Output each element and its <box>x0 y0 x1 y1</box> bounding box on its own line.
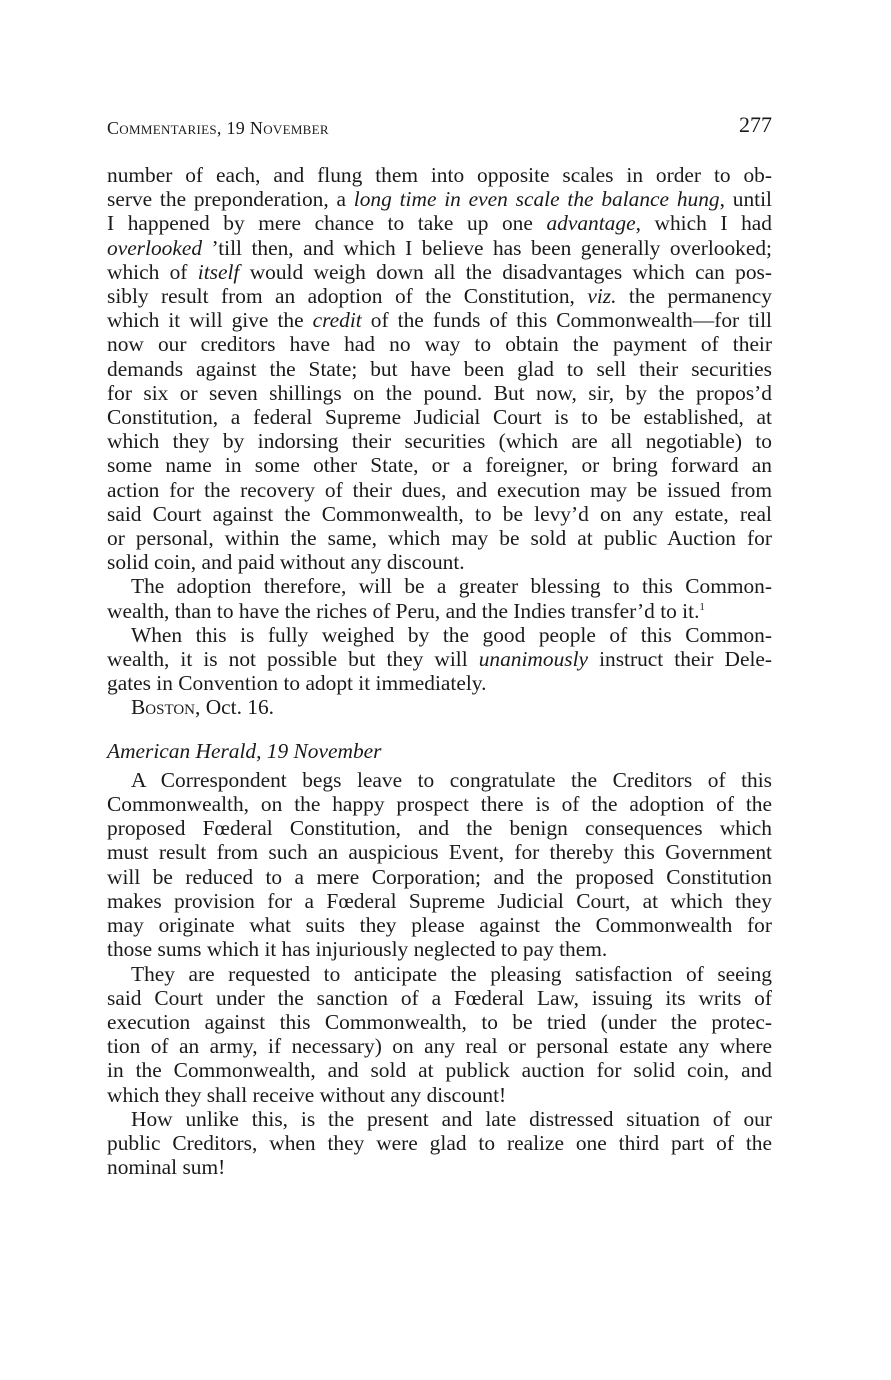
text-run: wealth, it is not possible but they will <box>107 647 479 672</box>
text-run: long time in even scale the balance hung <box>353 187 720 212</box>
text-line <box>107 357 772 381</box>
text-run: which they by indorsing their securities (which are all negotiable) to <box>107 429 772 454</box>
text-run: Constitution, a federal Supreme Judicial Court is to be established, at <box>107 405 772 430</box>
text-line <box>107 187 772 211</box>
text-run: sibly result from an adoption of the Constitution, <box>107 284 588 309</box>
text-run: credit <box>312 308 362 333</box>
text-run: makes provision for a Fœderal Supreme Judicial Court, at which they <box>107 888 772 913</box>
text-run: American Herald, 19 November <box>107 738 382 763</box>
text-run: wealth, than to have the riches of Peru, and the Indies transfer’d to it. <box>107 598 700 623</box>
text-run: said Court against the Commonwealth, to be levy’d on any estate, real <box>107 501 772 526</box>
text-line <box>107 332 772 356</box>
text-line <box>107 647 772 671</box>
dateline <box>107 695 772 719</box>
text-run: demands against the State; but have been glad to sell their securities <box>107 356 772 381</box>
text-run: itself <box>197 259 240 284</box>
text-run: The adoption therefore, will be a greater blessing to this Common- <box>131 574 772 599</box>
text-line <box>107 429 772 453</box>
text-line <box>107 1155 772 1179</box>
text-run: , Oct. 16. <box>195 695 275 720</box>
text-line <box>107 913 772 937</box>
text-run: execution against this Commonwealth, to be tried (under the protec- <box>107 1009 772 1034</box>
text-line <box>107 599 772 623</box>
text-run: must result from such an auspicious Event, for thereby this Government <box>107 840 772 865</box>
text-run: advantage <box>546 211 636 236</box>
text-line <box>107 962 772 986</box>
text-line <box>107 284 772 308</box>
running-head: Commentaries, 19 November <box>107 118 329 138</box>
text-line <box>107 1010 772 1034</box>
text-run: I happened by mere chance to take up one <box>107 211 547 236</box>
text-line <box>107 1107 772 1131</box>
text-run: tion of an army, if necessary) on any real or personal estate any where <box>107 1034 772 1059</box>
text-run: number of each, and flung them into opposite scales in order to ob- <box>107 163 772 187</box>
text-line <box>107 405 772 429</box>
text-run: action for the recovery of their dues, and execution may be issued from <box>107 477 772 502</box>
text-run: When this is fully weighed by the good people of this Common- <box>131 622 772 647</box>
text-run: Boston <box>131 695 195 720</box>
text-run: solid coin, and paid without any discount. <box>107 550 465 575</box>
text-line <box>107 840 772 864</box>
text-run: would weigh down all the disadvantages which can pos- <box>239 259 772 284</box>
text-line <box>107 792 772 816</box>
text-line <box>107 937 772 961</box>
text-line <box>107 768 772 792</box>
text-run: of the funds of this Commonwealth—for till <box>361 308 772 333</box>
text-run: overlooked <box>107 235 203 260</box>
page-header <box>107 112 772 142</box>
text-run: unanimously <box>478 647 589 672</box>
text-run: or personal, within the same, which may be sold at public Auction for <box>107 526 772 551</box>
text-run: which they shall receive without any discount! <box>107 1082 507 1107</box>
text-run: now our creditors have had no way to obtain the payment of their <box>107 332 772 357</box>
text-run: Commonwealth, on the happy prospect there is of the adoption of the <box>107 792 772 817</box>
text-run: the permanency <box>616 284 772 309</box>
text-run: for six or seven shillings on the pound. But now, sir, by the propos’d <box>107 380 772 405</box>
text-line <box>107 671 772 695</box>
text-run: A Correspondent begs leave to congratulate the Creditors of this <box>131 767 772 792</box>
text-line <box>107 1131 772 1155</box>
text-run: gates in Convention to adopt it immediately. <box>107 671 487 696</box>
text-line <box>107 1058 772 1082</box>
text-line <box>107 260 772 284</box>
text-run: How unlike this, is the present and late distressed situation of our <box>131 1106 772 1131</box>
text-line <box>107 502 772 526</box>
text-run: viz. <box>587 284 617 309</box>
text-line <box>107 623 772 647</box>
text-run: They are requested to anticipate the pleasing satisfaction of seeing <box>131 961 772 986</box>
text-run: those sums which it has injuriously neglected to pay them. <box>107 937 608 962</box>
text-line <box>107 308 772 332</box>
text-run: ’till then, and which I believe has been generally overlooked; <box>202 235 772 260</box>
text-run: may originate what suits they please against the Commonwealth for <box>107 913 772 938</box>
body-text <box>107 163 772 1179</box>
text-line <box>107 816 772 840</box>
text-line <box>107 211 772 235</box>
text-run: some name in some other State, or a foreigner, or bring forward an <box>107 453 772 478</box>
footnote-marker: 1 <box>699 600 705 613</box>
text-run: , until <box>719 187 772 212</box>
text-run: will be reduced to a mere Corporation; and the proposed Constitution <box>107 864 772 889</box>
text-run: which of <box>107 259 198 284</box>
source-heading <box>107 739 772 763</box>
text-run: which it will give the <box>107 308 313 333</box>
text-line <box>107 1034 772 1058</box>
text-line <box>107 526 772 550</box>
text-line <box>107 453 772 477</box>
text-run: in the Commonwealth, and sold at publick auction for solid coin, and <box>107 1058 772 1083</box>
text-run: said Court under the sanction of a Fœderal Law, issuing its writs of <box>107 985 772 1010</box>
text-line <box>107 163 772 187</box>
text-run: nominal sum! <box>107 1155 226 1180</box>
text-line <box>107 986 772 1010</box>
section-spacer <box>107 720 772 739</box>
text-line <box>107 889 772 913</box>
text-line <box>107 865 772 889</box>
text-line <box>107 1083 772 1107</box>
text-line <box>107 236 772 260</box>
text-line <box>107 550 772 574</box>
text-run: instruct their Dele- <box>588 647 773 672</box>
page-number: 277 <box>739 112 772 137</box>
text-run: serve the preponderation, a <box>107 187 354 212</box>
text-run: public Creditors, when they were glad to realize one third part of the <box>107 1130 772 1155</box>
text-line <box>107 381 772 405</box>
text-run: , which I had <box>635 211 772 236</box>
text-line <box>107 574 772 598</box>
text-run: proposed Fœderal Constitution, and the benign consequences which <box>107 816 772 841</box>
text-line <box>107 478 772 502</box>
